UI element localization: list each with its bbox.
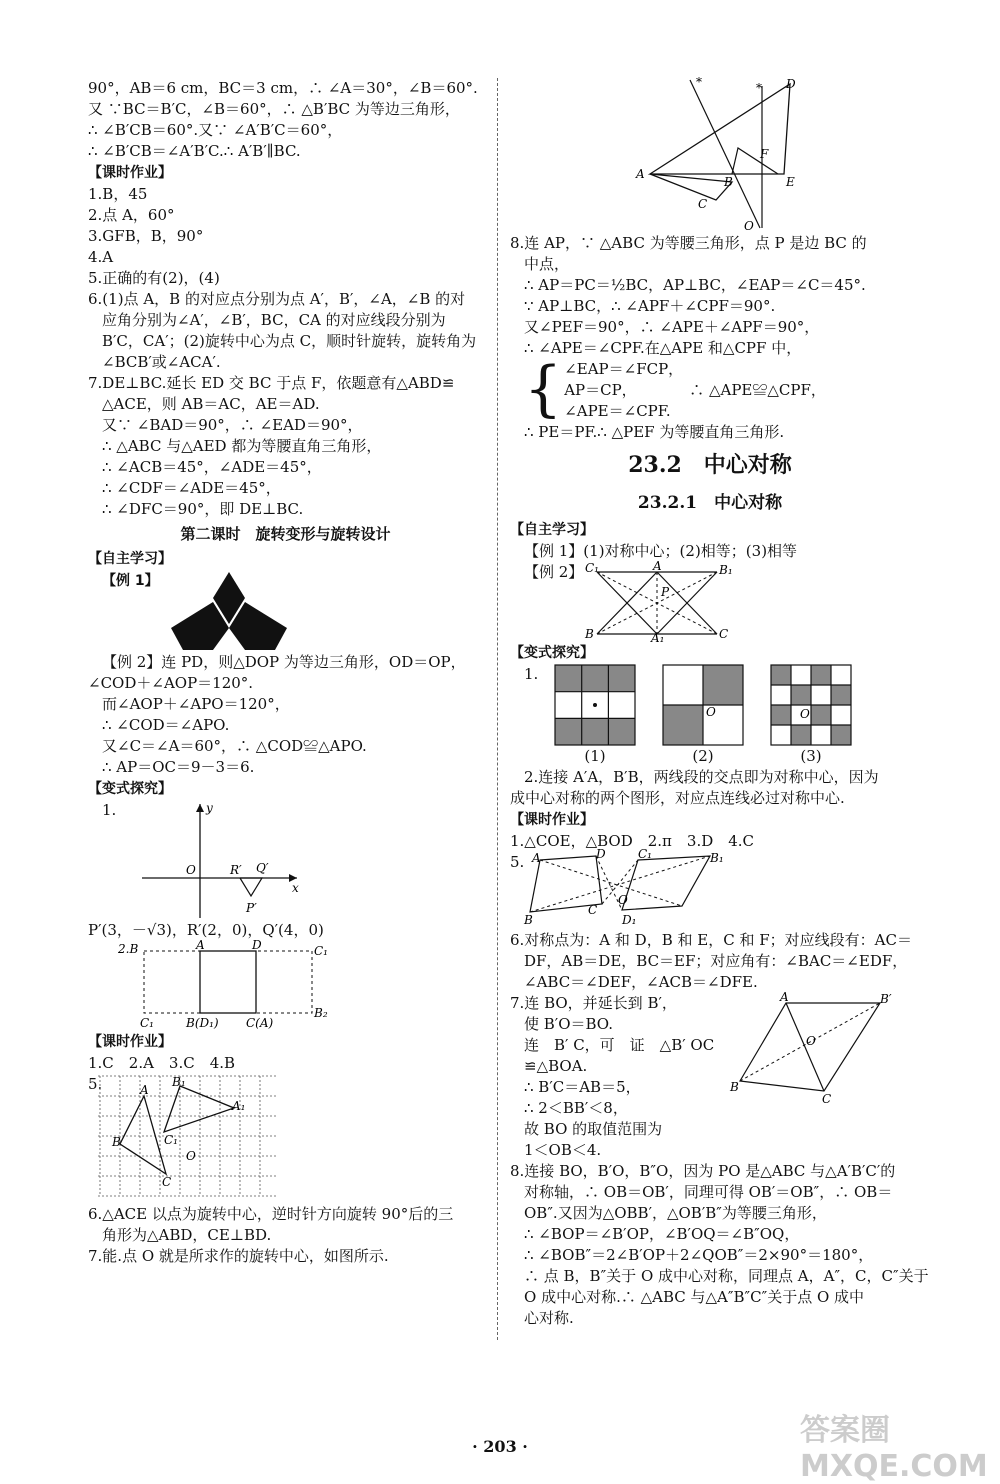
svg-text:A₁: A₁ [651, 631, 665, 645]
lesson-title: 第二课时 旋转变形与旋转设计 [180, 525, 391, 543]
answer-line: 1.C 2.A 3.C 4.B [88, 1054, 236, 1072]
answer-line: 使 B′O＝BO. [524, 1015, 613, 1033]
svg-text:A₁: A₁ [232, 1099, 246, 1113]
answer-line: ≌△BOA. [524, 1057, 588, 1075]
answer-line: 又∵ ∠BAD＝90°，∴ ∠EAD＝90°， [102, 416, 363, 434]
section-header: 【变式探究】 [510, 645, 594, 661]
answer-line: B′C，CA′；(2)旋转中心为点 C，顺时针旋转，旋转角为 [102, 332, 477, 350]
answer-line: ∴ ∠APE＝∠CPF.在△APE 和△CPF 中， [524, 339, 802, 357]
svg-text:B: B [730, 1080, 740, 1094]
answer-line: 又∠PEF＝90°，∴ ∠APE＋∠APF＝90°， [524, 318, 820, 336]
section-header: 【课时作业】 [88, 165, 172, 181]
answer-line: ∴ 点 B，B″关于 O 成中心对称，同理点 A，A″，C，C″关于 [524, 1267, 929, 1285]
answer-line: ∴ AP＝OC＝9－3＝6. [102, 758, 255, 776]
answer-line: O 成中心对称.∴ △ABC 与△A″B″C″关于点 O 成中 [524, 1288, 865, 1306]
answer-line: ∴ ∠CDF＝∠ADE＝45°， [102, 479, 281, 497]
svg-text:B₁: B₁ [719, 563, 733, 577]
subsection-title: 23.2.1 中心对称 [637, 493, 783, 513]
answer-line: ∠BCB′或∠ACA′. [102, 353, 221, 371]
watermark: 答案圈 MXQE.COM [800, 1413, 988, 1484]
svg-text:P: P [661, 585, 670, 599]
svg-text:F: F [760, 147, 769, 161]
svg-text:A: A [532, 851, 541, 865]
three-diamond-figure [169, 570, 289, 652]
median-extension-figure [730, 990, 900, 1106]
svg-text:D: D [596, 847, 606, 861]
svg-text:C: C [588, 903, 598, 917]
answer-line: 6.(1)点 A，B 的对应点分别为点 A′，B′，∠A，∠B 的对 [88, 290, 466, 308]
section-header: 【课时作业】 [88, 1034, 172, 1050]
svg-text:A: A [140, 1083, 149, 1097]
grid-figure-3 [770, 664, 852, 767]
answer-line: 2.连接 A′A，B′B，两线段的交点即为对称中心，因为 [524, 768, 879, 786]
answer-line: ∴ AP＝PC＝½BC，AP⊥BC，∠EAP＝∠C＝45°. [524, 276, 866, 294]
answer-line: 1.△COE，△BOD 2.π 3.D 4.C [510, 832, 755, 850]
answer-line: 又∠C＝∠A＝60°，∴ △COD≌△APO. [102, 737, 367, 755]
svg-text:B: B [724, 175, 733, 189]
svg-text:B: B [524, 913, 533, 927]
svg-text:O: O [744, 219, 754, 233]
answer-line: ∴ PE＝PF.∴ △PEF 为等腰直角三角形. [524, 423, 785, 441]
coordinate-answer: P′(3，－√3)，R′(2，0)，Q′(4，0) [88, 921, 324, 939]
svg-text:*: * [696, 75, 702, 89]
example-label: 【例 2】 [524, 563, 584, 581]
section-header: 【课时作业】 [510, 812, 594, 828]
svg-text:Q′: Q′ [256, 861, 269, 875]
svg-text:C₁: C₁ [164, 1133, 178, 1147]
svg-text:x: x [292, 881, 299, 895]
answer-line: 【例 1】(1)对称中心；(2)相等；(3)相等 [524, 542, 798, 560]
answer-line: ∴ ∠BOB″＝2∠B′OP＋2∠QOB″＝2×90°＝180°， [524, 1246, 874, 1264]
answer-line: 6.△ACE 以点为旋转中心，逆时针方向旋转 90°后的三 [88, 1205, 454, 1223]
answer-line: 而∠AOP＋∠APO＝120°， [102, 695, 290, 713]
central-symmetry-figure [583, 559, 763, 645]
svg-text:O: O [186, 863, 196, 877]
svg-text:B₁: B₁ [710, 851, 724, 865]
grid-rotation-figure [98, 1074, 278, 1204]
answer-line: 8.连 AP，∵ △ABC 为等腰三角形，点 P 是边 BC 的 [510, 234, 867, 252]
answer-line: ∴ ∠COD＝∠APO. [102, 716, 230, 734]
congruence-brace-block: { ∠EAP＝∠FCP， AP＝CP， ∴ △APE≌△CPF， ∠APE＝∠CPF. [510, 359, 910, 422]
svg-text:C: C [822, 1092, 832, 1106]
parallelogram-symmetry-figure [524, 847, 726, 930]
svg-text:B′: B′ [880, 992, 892, 1006]
answer-line: △ACE，则 AB＝AC，AE＝AD. [102, 395, 320, 413]
answer-line: ∵ AP⊥BC，∴ ∠APF＋∠CPF＝90°. [524, 297, 776, 315]
answer-line: 成中心对称的两个图形，对应点连线必过对称中心. [510, 789, 845, 807]
section-header: 【自主学习】 [88, 551, 172, 567]
text-line: ∴ ∠B′CB＝∠A′B′C.∴ A′B′∥BC. [88, 142, 301, 160]
section-title: 23.2 中心对称 [628, 452, 792, 478]
answer-line: 5.正确的有(2)，(4) [88, 269, 220, 287]
answer-line: DF，AB＝DE，BC＝EF；对应角有：∠BAC＝∠EDF， [524, 952, 908, 970]
grid-figure-2 [662, 664, 744, 767]
section-header: 【变式探究】 [88, 781, 172, 797]
answer-line: ∴ ∠ACB＝45°，∠ADE＝45°， [102, 458, 322, 476]
svg-text:D: D [252, 938, 262, 952]
svg-text:B₁: B₁ [172, 1075, 186, 1089]
figure-caption: (3) [800, 747, 822, 765]
svg-text:C: C [719, 627, 729, 641]
grid-figure-1 [554, 664, 636, 767]
svg-text:C₁: C₁ [140, 1016, 154, 1030]
answer-line: ∴ △ABC 与△AED 都为等腰直角三角形， [102, 437, 382, 455]
answer-line: 【例 2】连 PD，则△DOP 为等边三角形，OD＝OP， [102, 653, 466, 671]
answer-line: ∴ ∠DFC＝90°，即 DE⊥BC. [102, 500, 304, 518]
answer-line: AP＝CP， ∴ △APE≌△CPF， [564, 381, 826, 399]
answer-line: 7.能.点 O 就是所求作的旋转中心，如图所示. [88, 1247, 389, 1265]
rotation-center-figure [620, 75, 900, 233]
svg-text:2.B: 2.B [118, 942, 139, 956]
answer-line: 心对称. [524, 1309, 574, 1327]
figure-caption: (2) [692, 747, 714, 765]
svg-text:C₁: C₁ [585, 561, 600, 575]
example-label: 【例 1】 [102, 573, 159, 589]
svg-text:A: A [780, 990, 789, 1004]
svg-text:O: O [186, 1149, 196, 1163]
svg-text:C: C [698, 197, 708, 211]
svg-text:B: B [585, 627, 595, 641]
rotated-square-figure [110, 938, 370, 1031]
svg-text:P′: P′ [246, 901, 257, 915]
answer-line: OB″.又因为△OBB′，△OB′B″为等腰三角形， [524, 1204, 827, 1222]
answer-line: 中点， [524, 255, 570, 273]
text-line: ∴ ∠B′CB＝60°.又∵ ∠A′B′C＝60°， [88, 121, 343, 139]
svg-text:C₁: C₁ [638, 847, 652, 861]
svg-text:O: O [706, 705, 716, 719]
svg-text:C(A): C(A) [246, 1016, 274, 1030]
svg-text:A: A [636, 167, 645, 181]
svg-text:O: O [618, 893, 628, 907]
answer-line: 1＜OB＜4. [524, 1141, 602, 1159]
svg-text:B₂: B₂ [314, 1006, 328, 1020]
svg-text:*: * [756, 81, 762, 95]
answer-line: 连 B′ C，可 证 △B′ OC [524, 1036, 715, 1054]
text-line: 又 ∵BC＝B′C，∠B＝60°，∴ △B′BC 为等边三角形， [88, 100, 460, 118]
answer-line: 4.A [88, 248, 114, 266]
svg-text:R′: R′ [230, 863, 242, 877]
section-header: 【自主学习】 [510, 522, 594, 538]
item-number: 5. [88, 1075, 103, 1093]
answer-line: 7.DE⊥BC.延长 ED 交 BC 于点 F，依题意有△ABD≌ [88, 374, 455, 392]
right-column [510, 75, 929, 1329]
text-line: 90°，AB＝6 cm，BC＝3 cm，∴ ∠A＝30°，∠B＝60°. [88, 79, 478, 97]
item-number: 5. [510, 853, 525, 871]
answer-line: 7.连 BO，并延长到 B′， [510, 994, 677, 1012]
answer-line: ∴ B′C＝AB＝5， [524, 1078, 641, 1096]
item-number: 1. [102, 801, 117, 819]
svg-text:O: O [806, 1034, 817, 1048]
answer-line: ∠COD＋∠AOP＝120°. [88, 674, 254, 692]
figure-caption: (1) [584, 747, 606, 765]
answer-line: ∠APE＝∠CPF. [564, 402, 671, 420]
coordinate-axes-figure [132, 800, 302, 920]
left-column [88, 78, 483, 1267]
answer-line: 8.连接 BO，B′O，B″O，因为 PO 是△ABC 与△A′B′C′的 [510, 1162, 896, 1180]
svg-text:y: y [206, 801, 213, 815]
answer-line: 6.对称点为：A 和 D，B 和 E，C 和 F；对应线段有：AC＝ [510, 931, 912, 949]
svg-text:B: B [112, 1135, 121, 1149]
svg-text:C: C [162, 1175, 172, 1189]
svg-text:D: D [786, 77, 796, 91]
svg-text:E: E [786, 175, 795, 189]
answer-line: ∠ABC＝∠DEF，∠ACB＝∠DFE. [524, 973, 758, 991]
answer-line: ∠EAP＝∠FCP， [564, 360, 684, 378]
svg-text:O: O [800, 707, 810, 721]
answer-line: 对称轴，∴ OB＝OB′，同理可得 OB′＝OB″，∴ OB＝ [524, 1183, 893, 1201]
svg-text:C₁: C₁ [314, 944, 328, 958]
page-number: · 203 · [472, 1437, 528, 1456]
answer-line: ∴ ∠BOP＝∠B′OP，∠B′OQ＝∠B″OQ， [524, 1225, 800, 1243]
answer-line: 应角分别为∠A′，∠B′，BC，CA 的对应线段分别为 [102, 311, 446, 329]
svg-text:A: A [196, 938, 205, 952]
answer-line: 3.GFB，B，90° [88, 227, 204, 245]
answer-line: 角形为△ABD，CE⊥BD. [102, 1226, 272, 1244]
item-number: 1. [524, 665, 539, 683]
svg-text:A: A [653, 559, 662, 573]
answer-line: 故 BO 的取值范围为 [524, 1120, 663, 1138]
answer-line: 1.B，45 [88, 185, 148, 203]
answer-line: ∴ 2＜BB′＜8， [524, 1099, 628, 1117]
svg-text:B(D₁): B(D₁) [186, 1016, 219, 1030]
answer-line: 2.点 A，60° [88, 206, 175, 224]
svg-text:D₁: D₁ [622, 913, 637, 927]
column-divider [497, 78, 498, 1340]
